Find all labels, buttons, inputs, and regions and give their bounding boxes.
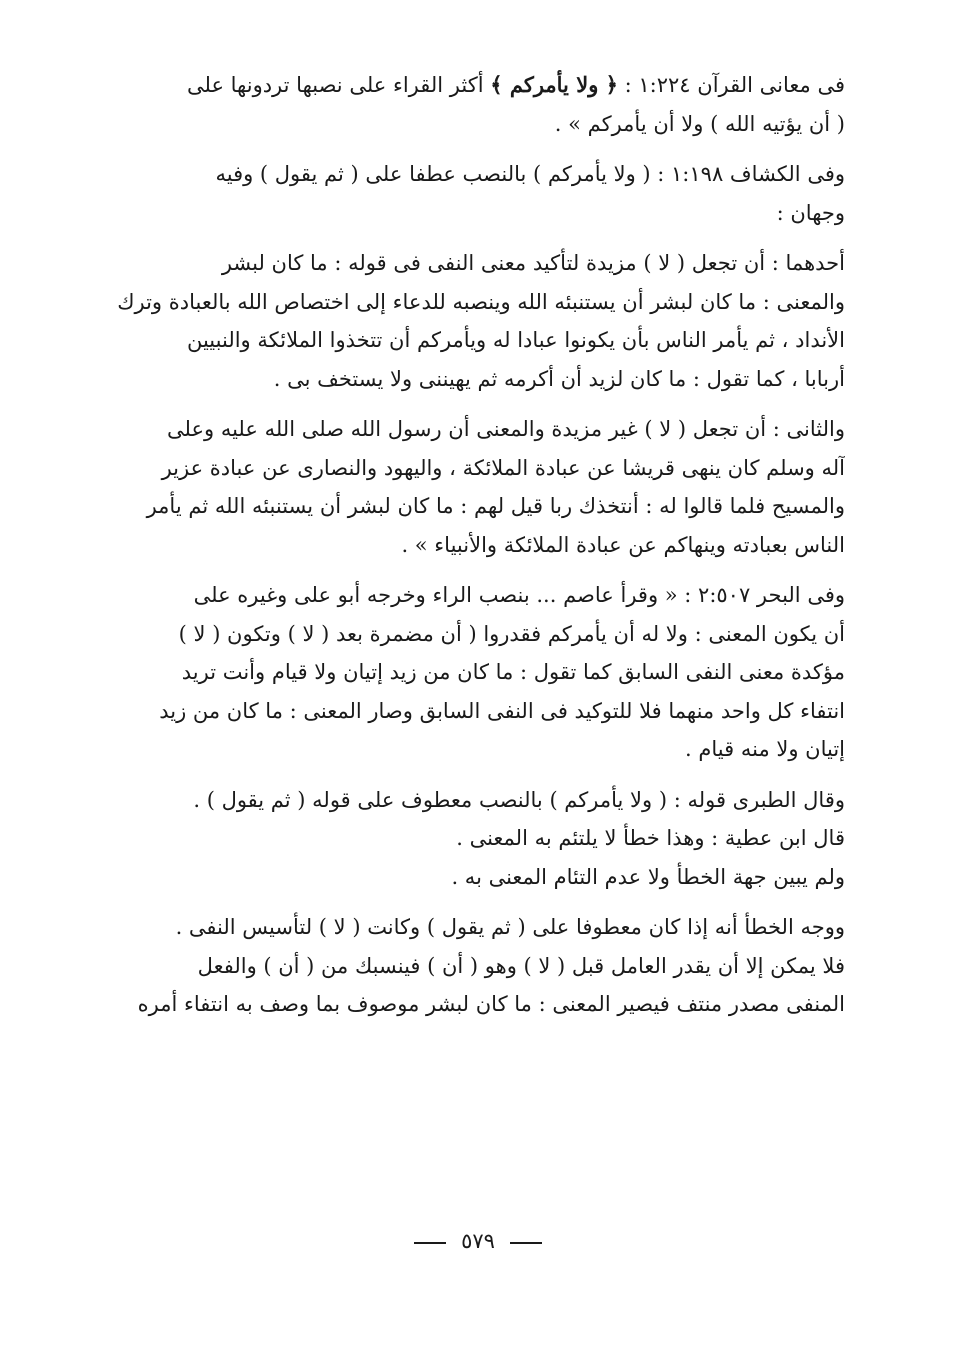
- text-line: الأنداد ، ثم يأمر الناس بأن يكونوا عبادا له ويأمركم أن تتخذوا الملائكة والنبيين: [186, 328, 845, 352]
- footer-dash-right: [510, 1242, 542, 1244]
- text-line: ( أن يؤتيه الله ) ولا أن يأمركم » .: [554, 111, 845, 136]
- text-line: أربابا ، كما تقول : ما كان لزيد أن أكرمه ثم يهيننى ولا يستخف بى .: [273, 366, 845, 391]
- paragraph: [105, 410, 845, 564]
- text-line: مؤكدة معنى النفى السابق كما تقول : ما كان من زيد إتيان ولا قيام وأنت تريد: [181, 660, 845, 684]
- text-line: آله وسلم كان ينهى قريشا عن عبادة الملائكة ، واليهود والنصارى عن عبادة عزير: [161, 455, 845, 480]
- text-line: ولم يبين جهة الخطأ ولا عدم التئام المعنى به .: [451, 864, 845, 889]
- text-line: المنفى مصدر منتف فيصير المعنى : ما كان لبشر موصوف بما وصف به انتفاء أمره: [137, 992, 845, 1016]
- text-line: ووجه الخطأ أنه إذا كان معطوفا على ( ثم يقول ) وكانت ( لا ) لتأسيس النفى .: [175, 915, 845, 939]
- text-line: والثانى : أن تجعل ( لا ) غير مزيدة والمعنى أن رسول الله صلى الله عليه وعلى: [167, 417, 845, 441]
- text-line: انتفاء كل واحد منهما فلا للتوكيد فى النفى السابق وصار المعنى : ما كان من زيد: [159, 698, 845, 723]
- text-line: وجهان :: [776, 200, 845, 225]
- text-line: الناس بعبادته وينهاكم عن عبادة الملائكة والأنبياء » .: [401, 532, 845, 557]
- page-footer: [0, 1229, 956, 1253]
- page-body: [105, 66, 845, 1036]
- text-line: قال ابن عطية : وهذا خطأ لا يلتئم به المعنى .: [456, 826, 845, 850]
- text-line: والمعنى : ما كان لبشر أن يستنبئه الله وينصبه للدعاء إلى اختصاص الله بالعبادة وترك: [117, 289, 845, 314]
- text-line: فلا يمكن إلا أن يقدر العامل قبل ( لا ) وهو ( أن ) فينسبك من ( أن ) والفعل: [197, 953, 845, 978]
- text-line: وفى الكشاف ١:١٩٨ : ( ولا يأمركم ) بالنصب عطفا على ( ثم يقول ) وفيه: [215, 162, 845, 186]
- paragraph: [105, 66, 845, 143]
- text-line: أن يكون المعنى : ولا له أن يأمركم فقدروا ( أن مضمرة بعد ( لا ) وتكون ( لا ): [178, 621, 845, 646]
- paragraph: [105, 781, 845, 897]
- text-segment: أكثر القراء على نصبها تردونها على: [186, 73, 491, 97]
- paragraph: [105, 576, 845, 769]
- paragraph: [105, 155, 845, 232]
- text-line: أحدهما : أن تجعل ( لا ) مزيدة لتأكيد معنى النفى فى قوله : ما كان لبشر: [221, 251, 845, 275]
- footer-dash-left: [414, 1242, 446, 1244]
- page-number: ٥٧٩: [461, 1229, 495, 1253]
- text-line: وقال الطبرى قوله : ( ولا يأمركم ) بالنصب معطوف على قوله ( ثم يقول ) .: [193, 787, 845, 812]
- text-segment: فى معانى القرآن ١:٢٢٤ :: [617, 73, 845, 97]
- text-line: إتيان ولا منه قيام .: [685, 737, 845, 761]
- text-line: [105, 66, 845, 105]
- text-line: والمسيح فلما قالوا له : أنتخذك ربا قيل لهم : ما كان لبشر أن يستنبئه الله ثم يأمر: [146, 494, 845, 518]
- paragraph: [105, 244, 845, 398]
- text-line: وفى البحر ٢:٥٠٧ : « وقرأ عاصم ... بنصب الراء وخرجه أبو على وغيره على: [193, 583, 845, 607]
- paragraph: [105, 908, 845, 1024]
- quran-quote: ﴿ ولا يأمركم ﴾: [490, 72, 618, 97]
